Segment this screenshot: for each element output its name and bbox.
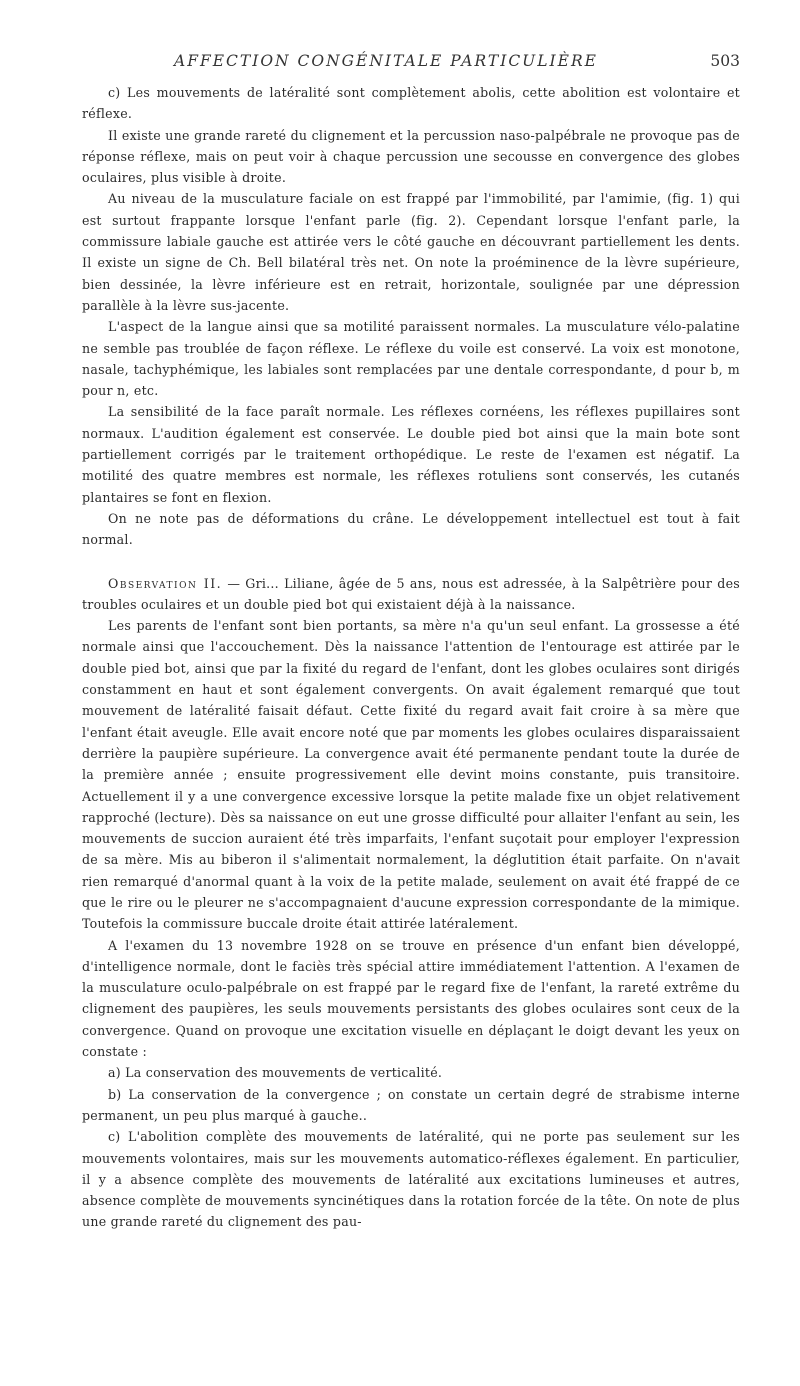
list-item: b) La conservation de la convergence ; on constate un certain degré de strabisme interne permanent, un peu plus marqué à gauche.. [82, 1086, 740, 1123]
page [82, 48, 740, 1233]
observation-lead: — Gri... Liliane, âgée de 5 ans, nous est adressée, à la Salpêtrière pour des troubles oculaires et un double pied bot qui existaient déjà à la naissance. [82, 575, 740, 612]
paragraph: On ne note pas de déformations du crâne. Le développement intellectuel est tout à fait normal. [82, 510, 740, 548]
paragraph: Au niveau de la musculature faciale on est frappé par l'immobilité, par l'amimie, (fig. 1) qui est surtout frappante lorsque l'enfant parle (fig. 2). Cependant lorsque l'enfant parle, la commissure labiale gauche est attirée vers le côté gauche en découvrant partiellement les dents. Il existe un signe de Ch. Bell bilatéral très net. On note la proéminence de la lèvre supérieure, bien dessinée, la lèvre inférieure est en retrait, horizontale, soulignée par une dépression parallèle à la lèvre sus-jacente. [82, 191, 740, 313]
paragraph: Les parents de l'enfant sont bien portants, sa mère n'a qu'un seul enfant. La grossesse a été normale ainsi que l'accouchement. Dès la naissance l'attention de l'entourage est attirée par le double pied bot, ainsi que par la fixité du regard de l'enfant, dont les globes oculaires sont dirigés constamment en haut et sont également convergents. On avait également remarqué que tout mouvement de latéralité faisait défaut. Cette fixité du regard avait fait croire à sa mère que l'enfant était aveugle. Elle avait encore noté que par moments les globes oculaires disparaissaient derrière la paupière supérieure. La convergence avait été permanente pendant toute la durée de la première année ; ensuite progressivement elle devint moins constante, puis transitoire. Actuellement il y a une convergence excessive lorsque la petite malade fixe un objet relativement rapproché (lecture). Dès sa naissance on eut une grosse difficulté pour allaiter l'enfant au sein, les mouvements de succion auraient été très imparfaits, l'enfant suçotait pour employer l'expression de sa mère. Mis au biberon il s'alimentait normalement, la déglutition était parfaite. On n'avait rien remarqué d'anormal quant à la voix de la petite malade, seulement on avait été frappé de ce que le rire ou le pleurer ne s'accompagnaient d'aucune expression correspondante de la mimique. Toutefois la commissure buccale droite était attirée latéralement. [82, 618, 740, 932]
paragraph: Il existe une grande rareté du clignement et la percussion naso-palpébrale ne provoque pas de réponse réflexe, mais on peut voir à chaque percussion une secousse en convergence des globes oculaires, plus visible à droite. [82, 127, 740, 186]
observation-label: Observation II. [108, 575, 223, 591]
page-number: 503 [710, 52, 740, 70]
observation-heading-paragraph [82, 573, 740, 616]
paragraph: La sensibilité de la face paraît normale. Les réflexes cornéens, les réflexes pupillaires sont normaux. L'audition également est conservée. Le double pied bot ainsi que la main bote sont partiellement corrigés par le traitement orthopédique. Le reste de l'examen est négatif. La motilité des quatre membres est normale, les réflexes rotuliens sont conservés, les cutanés plantaires se font en flexion. [82, 404, 740, 505]
section-gap [82, 551, 740, 573]
list-item: a) La conservation des mouvements de verticalité. [108, 1065, 443, 1081]
paragraph: c) Les mouvements de latéralité sont complètement abolis, cette abolition est volontaire et réflexe. [82, 85, 740, 122]
running-head: AFFECTION CONGÉNITALE PARTICULIÈRE [174, 52, 598, 70]
list-item: c) L'abolition complète des mouvements de latéralité, qui ne porte pas seulement sur les mouvements volontaires, mais sur les mouvements automatico-réflexes également. En particulier, il y a absence complète des mouvements de latéralité aux excitations lumineuses et autres, absence complète de mouvements syncinétiques dans la rotation forcée de la tête. On note de plus une grande rareté du clignement des pau- [82, 1129, 740, 1230]
page-header [82, 48, 740, 82]
paragraph: A l'examen du 13 novembre 1928 on se trouve en présence d'un enfant bien développé, d'intelligence normale, dont le faciès très spécial attire immédiatement l'attention. A l'examen de la musculature oculo-palpébrale on est frappé par le regard fixe de l'enfant, la rareté extrême du clignement des paupières, les seuls mouvements persistants des globes oculaires sont ceux de la convergence. Quand on provoque une excitation visuelle en déplaçant le doigt devant les yeux on constate : [82, 937, 740, 1060]
body-text [82, 82, 740, 1233]
paragraph: L'aspect de la langue ainsi que sa motilité paraissent normales. La musculature vélo-palatine ne semble pas troublée de façon réflexe. Le réflexe du voile est conservé. La voix est monotone, nasale, tachyphémique, les labiales sont remplacées par une dentale correspondante, d pour b, m pour n, etc. [82, 319, 740, 399]
